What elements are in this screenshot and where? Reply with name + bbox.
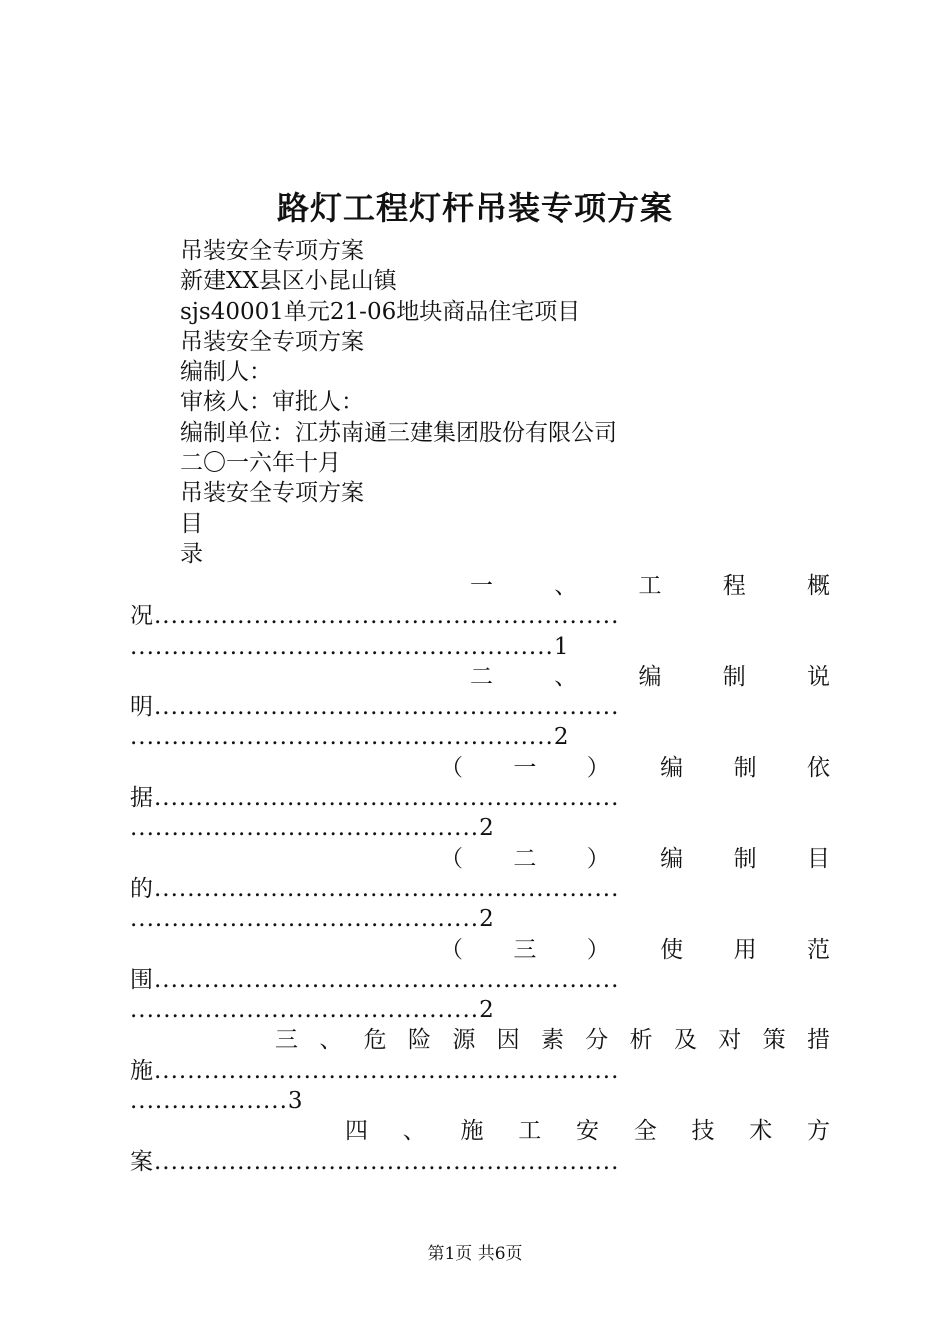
toc-heading-char: 四 xyxy=(345,1118,368,1145)
toc-heading-char: 一 xyxy=(513,754,537,781)
toc-entry-heading xyxy=(130,1025,830,1055)
toc-entry[interactable] xyxy=(130,844,830,935)
cover-line: 审核人：审批人： xyxy=(180,389,364,416)
document-title: 路灯工程灯杆吊装专项方案 xyxy=(276,189,673,227)
toc-heading-char: 一 xyxy=(470,573,493,599)
toc-page-number-line: ...................................................2 xyxy=(130,724,570,751)
toc-heading-char: 危 xyxy=(363,1027,387,1054)
toc-heading-char: 程 xyxy=(722,573,746,599)
toc-heading-char: ） xyxy=(586,936,610,963)
toc-heading-char: 二 xyxy=(513,845,537,872)
toc-heading-char: 工 xyxy=(638,573,662,599)
toc-heading-char: 制 xyxy=(733,845,757,872)
cover-line: 目 xyxy=(180,510,203,537)
toc-heading-char: 制 xyxy=(722,663,746,690)
toc-entry[interactable] xyxy=(130,662,830,753)
toc-heading-char: 概 xyxy=(807,573,830,599)
cover-line: 吊装安全专项方案 xyxy=(180,480,364,507)
toc-heading-char: 术 xyxy=(749,1118,773,1145)
toc-heading-char: 三 xyxy=(275,1027,298,1054)
toc-heading-char: 分 xyxy=(585,1027,609,1054)
toc-entry[interactable] xyxy=(130,1116,830,1177)
toc-heading-char: 源 xyxy=(452,1027,476,1054)
toc-heading-char: 编 xyxy=(638,663,662,690)
toc-heading-char: 、 xyxy=(554,663,578,690)
toc-leader-line: 围........................................................ xyxy=(130,966,620,993)
toc-heading-char: 、 xyxy=(554,573,578,599)
cover-line: 吊装安全专项方案 xyxy=(180,328,364,355)
toc-entry-heading xyxy=(130,1116,830,1146)
toc-heading-char: 制 xyxy=(733,754,757,781)
cover-line: 编制人： xyxy=(180,359,272,386)
toc-heading-char: 险 xyxy=(407,1027,431,1054)
toc-leader-line: 况........................................................ xyxy=(130,603,620,630)
toc-heading-char: 目 xyxy=(806,845,830,872)
toc-entry[interactable] xyxy=(130,753,830,844)
toc-heading-char: 、 xyxy=(319,1027,343,1054)
toc-entry-heading xyxy=(130,844,830,874)
toc-heading-char: 编 xyxy=(660,754,684,781)
toc-leader-line: 案........................................................ xyxy=(130,1148,620,1175)
toc-heading-char: 因 xyxy=(496,1027,520,1054)
toc-entry-heading xyxy=(130,935,830,965)
toc-entry[interactable] xyxy=(130,1025,830,1116)
toc-heading-char: 及 xyxy=(673,1027,697,1054)
toc-heading-char: 析 xyxy=(629,1027,653,1054)
toc-heading-char: 方 xyxy=(807,1118,830,1145)
toc-heading-char: （ xyxy=(440,936,463,963)
toc-page-number-line: ...................3 xyxy=(130,1088,304,1115)
toc-heading-char: 说 xyxy=(807,663,830,690)
toc-heading-char: 、 xyxy=(402,1118,426,1145)
toc-leader-line: 据........................................................ xyxy=(130,785,620,812)
toc-heading-char: 全 xyxy=(633,1118,657,1145)
toc-leader-line: 的........................................................ xyxy=(130,875,620,902)
toc-heading-char: 范 xyxy=(806,936,830,963)
toc-heading-char: 对 xyxy=(718,1027,742,1054)
toc-heading-char: ） xyxy=(586,754,610,781)
cover-line: 编制单位：江苏南通三建集团股份有限公司 xyxy=(180,419,617,446)
toc-heading-char: 依 xyxy=(806,754,830,781)
toc-heading-char: （ xyxy=(440,754,463,781)
cover-line: 录 xyxy=(180,540,203,567)
toc-leader-line: 明........................................................ xyxy=(130,694,620,721)
toc-entry-heading xyxy=(130,662,830,692)
toc-heading-char: 技 xyxy=(691,1118,715,1145)
toc-entry-heading xyxy=(130,753,830,783)
toc-heading-char: ） xyxy=(586,845,610,872)
toc-heading-char: 措 xyxy=(806,1027,830,1054)
cover-line: 二〇一六年十月 xyxy=(180,450,341,477)
cover-line: 吊装安全专项方案 xyxy=(180,238,364,264)
toc-entry[interactable] xyxy=(130,571,830,662)
table-of-contents xyxy=(130,571,830,1177)
toc-heading-char: （ xyxy=(440,845,463,872)
toc-page-number-line: ..........................................2 xyxy=(130,906,495,933)
toc-heading-char: 编 xyxy=(660,845,684,872)
page-footer: 第1页 共6页 xyxy=(427,1244,523,1264)
toc-heading-char: 工 xyxy=(518,1118,542,1145)
toc-heading-char: 素 xyxy=(540,1027,564,1054)
toc-entry[interactable] xyxy=(130,935,830,1026)
toc-entry-heading xyxy=(130,571,830,601)
toc-leader-line: 施........................................................ xyxy=(130,1057,620,1084)
toc-heading-char: 用 xyxy=(733,936,757,963)
toc-heading-char: 施 xyxy=(460,1118,484,1145)
toc-heading-char: 使 xyxy=(660,936,684,963)
toc-heading-char: 三 xyxy=(513,936,537,963)
toc-heading-char: 安 xyxy=(576,1118,599,1145)
cover-text-block xyxy=(180,236,840,569)
toc-page-number-line: ...................................................1 xyxy=(130,633,570,660)
toc-page-number-line: ..........................................2 xyxy=(130,997,495,1024)
toc-page-number-line: ..........................................2 xyxy=(130,815,495,842)
cover-line: 新建XX县区小昆山镇 xyxy=(180,268,397,295)
cover-line: sjs40001单元21-06地块商品住宅项目 xyxy=(180,298,581,325)
toc-heading-char: 策 xyxy=(762,1027,786,1054)
toc-heading-char: 二 xyxy=(470,663,493,690)
